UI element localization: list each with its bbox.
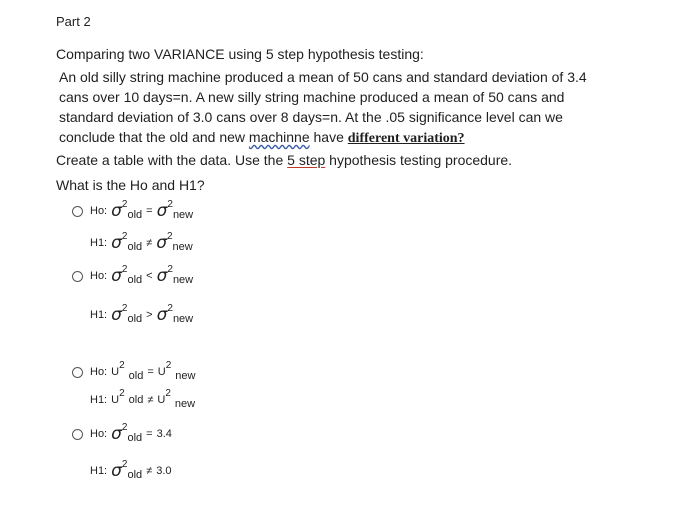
option-a-h1: H1: σ 2 old ≠ σ 2 new	[90, 230, 193, 253]
option-a-ho: Ho: σ 2 old = σ 2 new	[72, 201, 193, 221]
option-b-ho: Ho: σ 2 old < σ 2 new	[72, 266, 193, 286]
question-body-text-2: have	[309, 129, 348, 145]
misspelled-word: machinne	[248, 129, 310, 145]
option-b-h1: H1: σ 2 old > σ 2 new	[90, 302, 194, 325]
question-body	[56, 67, 616, 149]
option-a-radio[interactable]	[72, 206, 83, 217]
emphasis-text: different variation?	[347, 131, 465, 146]
option-d-ho: Ho: σ 2 old = 3.4	[72, 424, 172, 444]
option-c-h1: H1: U 2 old ≠ U 2 new	[90, 387, 196, 410]
option-b-radio[interactable]	[72, 271, 83, 282]
question-title: Comparing two VARIANCE using 5 step hypothesis testing:	[56, 46, 424, 62]
option-c-radio[interactable]	[72, 367, 83, 378]
option-c-ho: Ho: U 2 old = U 2 new	[72, 366, 195, 378]
underlined-phrase: 5 step	[287, 152, 326, 168]
instruction-text: Create a table with the data. Use the 5 step hypothesis testing procedure.	[56, 152, 513, 168]
part-label: Part 2	[56, 14, 91, 29]
option-d-h1: H1: σ 2 old ≠ 3.0	[90, 458, 172, 481]
question-body-text: An old silly string machine produced a mean of 50 cans and standard deviation of 3.4 cans over 10 days=n. A new silly string machine produced a mean of 50 cans and standard deviation of 3.0 cans over 8 days=n. At the .05 significance level can we conclude that the old and new	[59, 69, 587, 145]
prompt-question: What is the Ho and H1?	[56, 177, 205, 193]
option-d-radio[interactable]	[72, 429, 83, 440]
